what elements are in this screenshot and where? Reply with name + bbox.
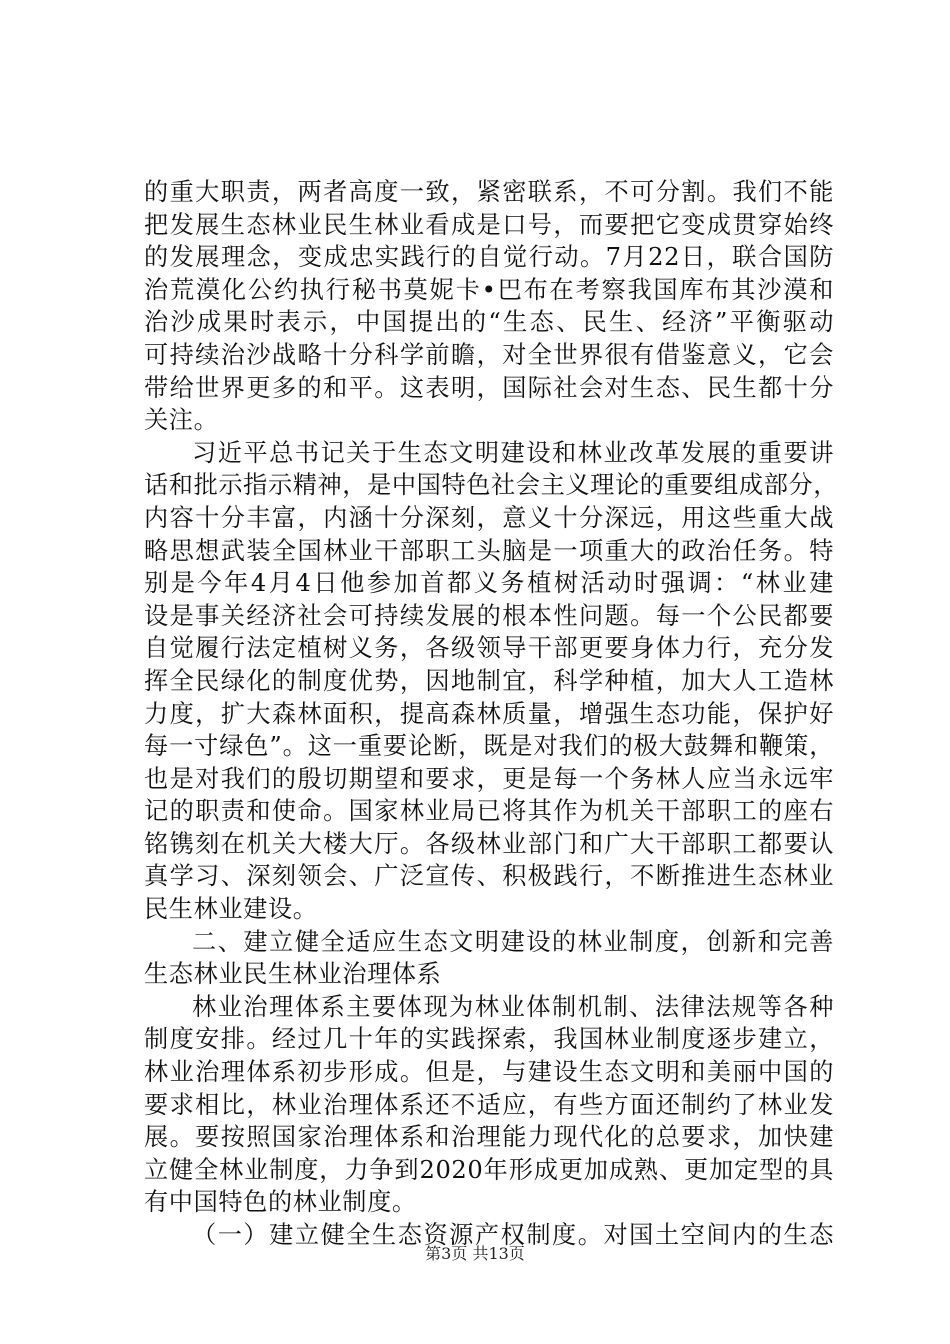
text-line: 治沙成果时表示，中国提出的“生态、民生、经济”平衡驱动: [144, 308, 834, 337]
text-line: 略思想武装全国林业干部职工头脑是一项重大的政治任务。特: [144, 536, 834, 565]
text-line: 自觉履行法定植树义务，各级领导干部更要身体力行，充分发: [144, 634, 834, 663]
text-line: 有中国特色的林业制度。: [144, 1188, 417, 1217]
document-body: [144, 176, 839, 1252]
text-line: 真学习、深刻领会、广泛宣传、积极践行，不断推进生态林业: [144, 862, 834, 891]
text-line: 带给世界更多的和平。这表明，国际社会对生态、民生都十分: [144, 373, 834, 402]
text-line: 二、建立健全适应生态文明建设的林业制度，创新和完善: [192, 927, 834, 956]
text-line: 治荒漠化公约执行秘书莫妮卡•巴布在考察我国库布其沙漠和: [144, 275, 834, 304]
text-line: 关注。: [144, 406, 219, 435]
text-line: 挥全民绿化的制度优势，因地制宜，科学种植，加大人工造林: [144, 666, 834, 695]
text-line: 记的职责和使命。国家林业局已将其作为机关干部职工的座右: [144, 797, 834, 826]
text-line: 内容十分丰富，内涵十分深刻，意义十分深远，用这些重大战: [144, 503, 834, 532]
page-footer: 第3页 共13页: [425, 1244, 525, 1263]
text-line: 力度，扩大森林面积，提高森林质量，增强生态功能，保护好: [144, 699, 834, 728]
text-line: 习近平总书记关于生态文明建设和林业改革发展的重要讲: [192, 438, 834, 467]
text-line: 也是对我们的殷切期望和要求，更是每一个务林人应当永远牢: [144, 764, 834, 793]
text-line: 别是今年4月4日他参加首都义务植树活动时强调：“林业建: [144, 569, 834, 598]
text-line: 铭镌刻在机关大楼大厅。各级林业部门和广大干部职工都要认: [144, 829, 834, 858]
text-line: 制度安排。经过几十年的实践探索，我国林业制度逐步建立，: [144, 1025, 834, 1054]
text-line: 林业治理体系主要体现为林业体制机制、法律法规等各种: [192, 992, 834, 1021]
text-line: 把发展生态林业民生林业看成是口号，而要把它变成贯穿始终: [144, 210, 834, 239]
text-line: 话和批示指示精神，是中国特色社会主义理论的重要组成部分，: [144, 471, 839, 500]
text-line: 民生林业建设。: [144, 895, 318, 924]
text-line: 立健全林业制度，力争到2020年形成更加成熟、更加定型的具: [144, 1155, 834, 1184]
text-line: 要求相比，林业治理体系还不适应，有些方面还制约了林业发: [144, 1090, 834, 1119]
text-line: 林业治理体系初步形成。但是，与建设生态文明和美丽中国的: [144, 1058, 834, 1087]
text-line: 每一寸绿色”。这一重要论断，既是对我们的极大鼓舞和鞭策，: [144, 732, 834, 761]
text-line: 的发展理念，变成忠实践行的自觉行动。7月22日，联合国防: [144, 243, 834, 272]
text-line: 设是事关经济社会可持续发展的根本性问题。每一个公民都要: [144, 601, 834, 630]
text-line: 可持续治沙战略十分科学前瞻，对全世界很有借鉴意义，它会: [144, 340, 834, 369]
text-line: 生态林业民生林业治理体系: [144, 960, 442, 989]
text-line: （一）建立健全生态资源产权制度。对国土空间内的生态: [192, 1221, 834, 1249]
text-line: 展。要按照国家治理体系和治理能力现代化的总要求，加快建: [144, 1123, 834, 1152]
text-line: 的重大职责，两者高度一致，紧密联系，不可分割。我们不能: [144, 178, 834, 206]
